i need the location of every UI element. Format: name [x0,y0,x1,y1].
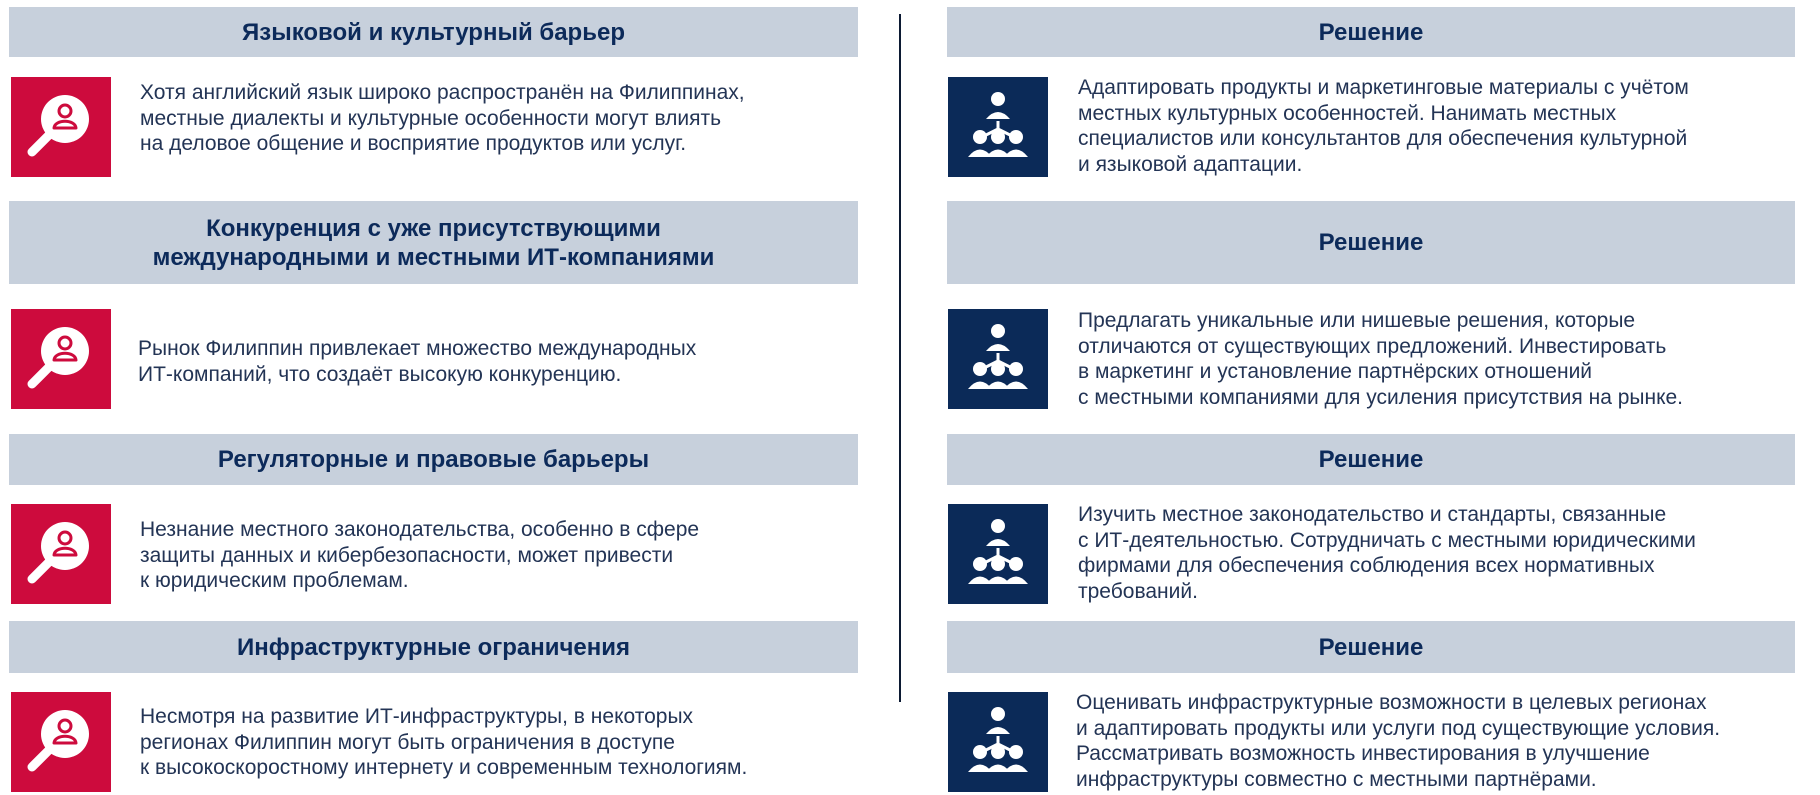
team-hierarchy-icon [948,309,1048,409]
problem-title-3: Регуляторные и правовые барьеры [9,434,858,485]
team-hierarchy-icon [948,504,1048,604]
problem-text-4: Несмотря на развитие ИТ-инфраструктуры, в некоторых регионах Филиппин могут быть ограничения в доступе к высокоскоростному интернету и современным технологиям. [140,705,748,779]
solution-text-3: Изучить местное законодательство и стандарты, связанные с ИТ-деятельностью. Сотрудничать с местными юридическими фирмами для обеспечения соблюдения всех нормативных требований. [1078,503,1696,603]
column-divider [899,14,901,702]
solution-title-1: Решение [947,7,1795,57]
search-user-icon [11,77,111,177]
search-user-icon [11,692,111,792]
problem-title-4: Инфраструктурные ограничения [9,621,858,673]
solution-text-1: Адаптировать продукты и маркетинговые материалы с учётом местных культурных особенностей. Нанимать местных специалистов или консультантов для обеспечения культурной и языковой адаптации. [1078,76,1689,176]
search-user-icon [11,504,111,604]
problem-text-2: Рынок Филиппин привлекает множество международных ИТ-компаний, что создаёт высокую конкуренцию. [138,337,697,386]
problem-text-3: Незнание местного законодательства, особенно в сфере защиты данных и кибербезопасности, может привести к юридическим проблемам. [140,518,700,592]
solution-text-2: Предлагать уникальные или нишевые решения, которые отличаются от существующих предложений. Инвестировать в маркетинг и установление партнёрских отношений с местными компаниями для усиления присутствия на рынке. [1078,309,1684,409]
problem-title-1: Языковой и культурный барьер [9,7,858,57]
solution-title-3: Решение [947,434,1795,485]
solution-title-2: Решение [947,201,1795,284]
team-hierarchy-icon [948,77,1048,177]
problem-text-1: Хотя английский язык широко распространён на Филиппинах, местные диалекты и культурные особенности могут влиять на деловое общение и восприятие продуктов или услуг. [140,81,745,155]
solution-text-4: Оценивать инфраструктурные возможности в целевых регионах и адаптировать продукты или услуги под существующие условия. Рассматривать возможность инвестирования в улучшение инфраструктуры совместно с местными партнёрами. [1076,691,1721,791]
team-hierarchy-icon [948,692,1048,792]
search-user-icon [11,309,111,409]
problem-title-2: Конкуренция с уже присутствующими международными и местными ИТ-компаниями [9,201,858,284]
solution-title-4: Решение [947,621,1795,673]
